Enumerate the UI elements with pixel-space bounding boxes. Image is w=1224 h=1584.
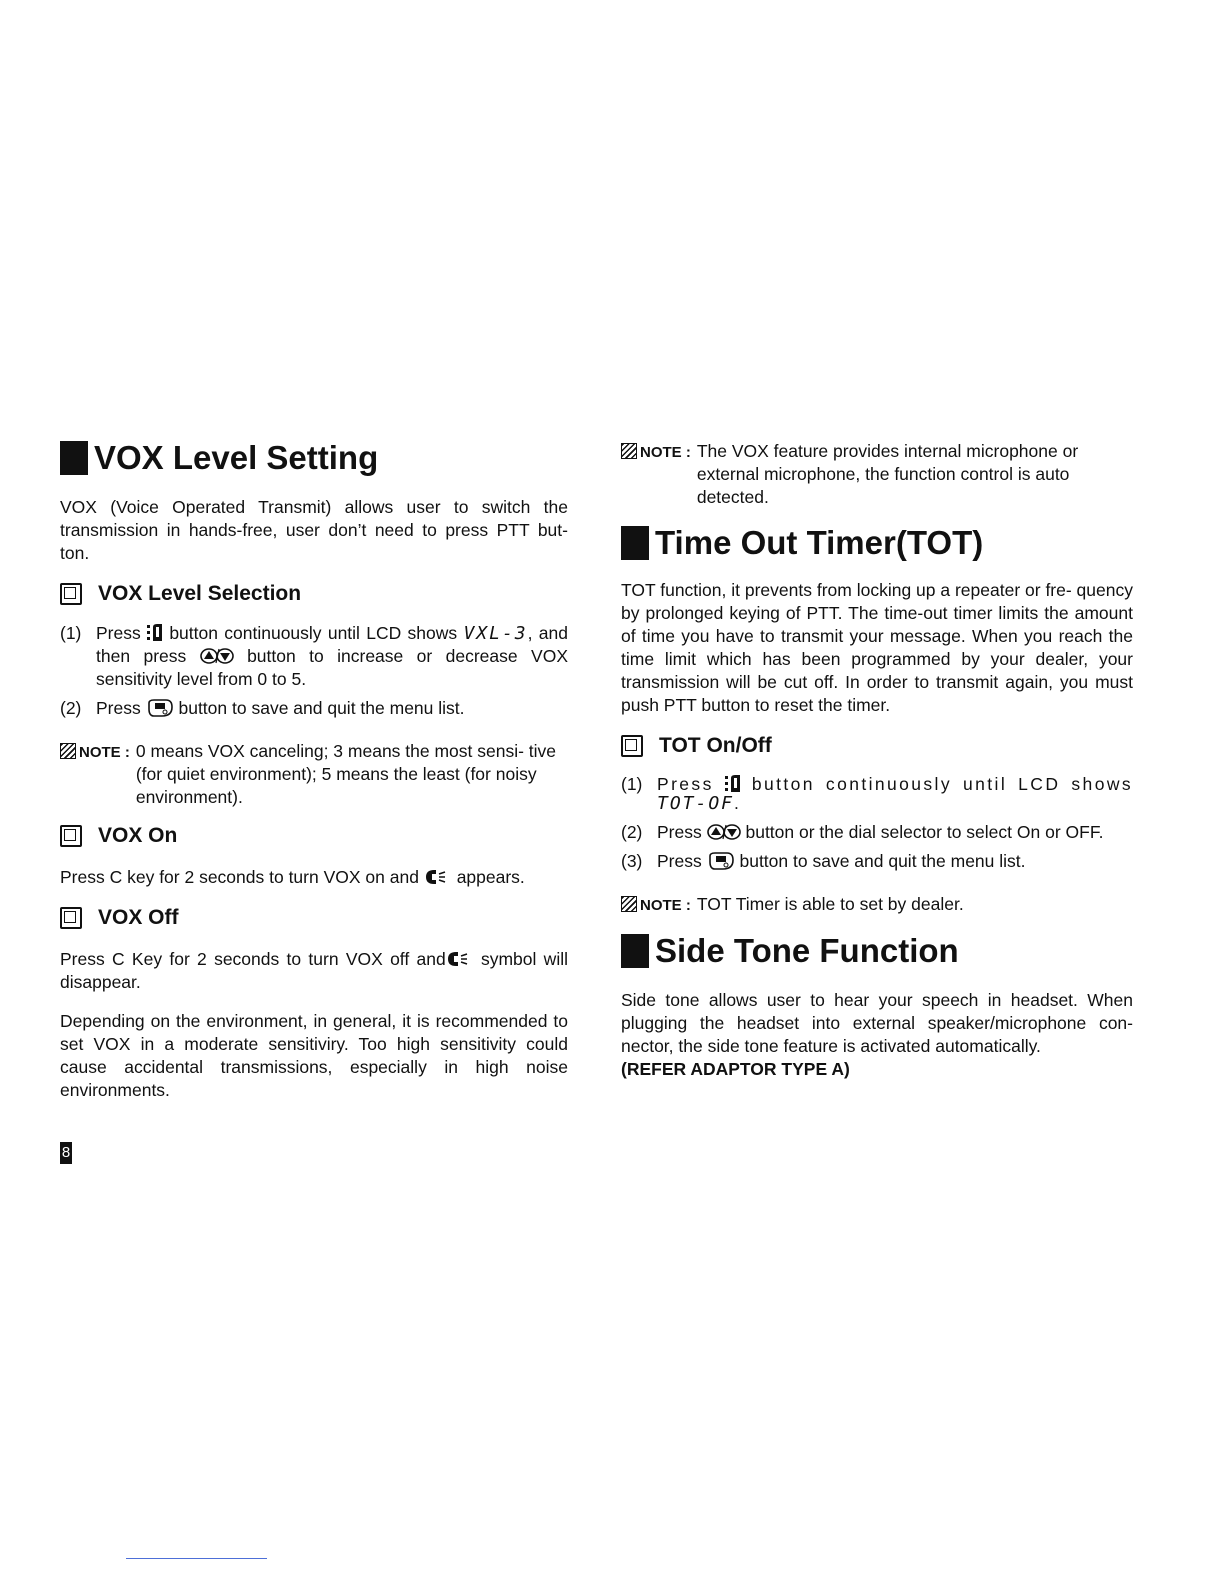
- step-text: [657, 850, 1133, 873]
- right-column: [621, 440, 1133, 1081]
- step-pre: Press: [96, 698, 141, 718]
- vox-feature-note: [621, 440, 1133, 509]
- vox-off-title: VOX Off: [98, 906, 179, 929]
- footer-line: [126, 1558, 267, 1559]
- step-number: (1): [60, 623, 82, 643]
- vox-on-post: appears.: [456, 867, 525, 887]
- step-number: (1): [621, 774, 643, 794]
- tot-onoff-title: TOT On/Off: [659, 734, 772, 757]
- up-down-arrow-icon: [707, 823, 741, 841]
- vox-level-heading: [60, 438, 568, 478]
- vox-on-text: [60, 866, 568, 889]
- tot-note: [621, 893, 1133, 917]
- tot-step-2: [621, 821, 1133, 844]
- note-label: [621, 440, 691, 509]
- vox-intro: VOX (Voice Operated Transmit) allows user to switch the transmission in hands-free, user don’t need to press PTT but- ton.: [60, 497, 568, 563]
- vox-on-title: VOX On: [98, 824, 178, 847]
- vox-off-text: [60, 948, 568, 994]
- step-indent: [621, 792, 657, 815]
- tot-step-3: [621, 850, 1133, 873]
- vox-step-1: [60, 622, 568, 691]
- step-end: .: [734, 793, 739, 813]
- lcd-display-text: TOT-OF: [657, 793, 735, 814]
- vox-off-pre: Press C Key for 2 seconds to turn VOX off and: [60, 949, 446, 969]
- note-text: TOT Timer is able to set by dealer.: [696, 894, 964, 914]
- tot-step-1-lcd: [621, 792, 1133, 815]
- heading-square-icon: [621, 526, 649, 560]
- step-text: [657, 821, 1133, 844]
- section-box-icon: [621, 735, 643, 757]
- note-label: [621, 893, 691, 917]
- step-number: (3): [621, 851, 643, 871]
- side-tone-heading: [621, 931, 1133, 971]
- step-end: button to increase or decrease VOX sensitivity level from 0 to 5.: [96, 646, 568, 689]
- monitor-button-icon: [725, 774, 741, 793]
- heading-square-icon: [621, 934, 649, 968]
- step-pre: Press: [96, 623, 141, 643]
- vox-on-heading: [60, 823, 568, 849]
- note-icon: [621, 443, 637, 459]
- section-box-icon: [60, 907, 82, 929]
- left-column: [60, 438, 568, 1102]
- step-end: button to save and quit the menu list.: [178, 698, 465, 718]
- vox-symbol-icon: [424, 868, 452, 886]
- tot-onoff-heading: [621, 733, 1133, 759]
- note-label-text: NOTE :: [640, 444, 691, 461]
- tot-intro: TOT function, it prevents from locking up a repeater or fre- quency by prolonged keying of PTT. The time-out timer limits the amount of time you have to transmit your message. When you reach the time limit which has been programmed by your dealer, your transmission will be cut off. In order to transmit again, you must push PTT button to reset the timer.: [621, 580, 1133, 715]
- up-down-arrow-icon: [200, 647, 234, 665]
- vox-on-pre: Press C key for 2 seconds to turn VOX on and: [60, 867, 419, 887]
- step-pre: Press: [657, 851, 702, 871]
- step-pre: Press: [657, 774, 714, 794]
- section-box-icon: [60, 825, 82, 847]
- note-label-text: NOTE :: [79, 744, 130, 761]
- vox-off-post: symbol will disappear.: [60, 949, 568, 992]
- step-text: [96, 697, 568, 720]
- note-text: The VOX feature provides internal microphone or external microphone, the function control is auto detected.: [696, 441, 1079, 507]
- step-text: [96, 622, 568, 691]
- step-post: , and then press: [96, 623, 568, 666]
- step-number: (2): [60, 698, 82, 718]
- side-tone-refer: (REFER ADAPTOR TYPE A): [621, 1059, 850, 1079]
- side-tone-title: Side Tone Function: [655, 932, 959, 969]
- vox-off-heading: [60, 905, 568, 931]
- step-number: (2): [621, 822, 643, 842]
- vox-level-title: VOX Level Setting: [94, 439, 379, 476]
- vox-symbol-icon: [446, 950, 474, 968]
- monitor-button-icon: [147, 623, 163, 642]
- note-label: [60, 740, 130, 809]
- step-text: [657, 792, 1133, 815]
- step-pre: Press: [657, 822, 702, 842]
- enter-button-icon: [707, 852, 735, 870]
- step-post: button to save and quit the menu list.: [739, 851, 1026, 871]
- step-mid: button continuously until LCD shows: [169, 623, 458, 643]
- note-icon: [621, 896, 637, 912]
- note-text: 0 means VOX canceling; 3 means the most sensi- tive (for quiet environment); 5 means the least (for noisy environment).: [135, 741, 557, 807]
- lcd-display-text: VXL-3: [463, 623, 528, 644]
- step-post: button or the dial selector to select On or OFF.: [745, 822, 1104, 842]
- page-number: 8: [60, 1142, 72, 1164]
- vox-note: [60, 740, 568, 809]
- tot-heading: [621, 523, 1133, 563]
- side-tone-text: Side tone allows user to hear your speech in headset. When plugging the headset into external speaker/microphone con- nector, the side tone feature is activated automatically.: [621, 990, 1133, 1056]
- note-icon: [60, 743, 76, 759]
- vox-selection-heading: [60, 581, 568, 607]
- tot-title: Time Out Timer(TOT): [655, 524, 984, 561]
- vox-closing-text: Depending on the environment, in general, it is recommended to set VOX in a moderate sensitiviry. Too high sensitivity could cause accidental transmissions, especially in high noise environments.: [60, 1011, 568, 1100]
- vox-step-2: [60, 697, 568, 720]
- section-box-icon: [60, 583, 82, 605]
- step-post: button continuously until LCD shows: [751, 774, 1134, 794]
- note-label-text: NOTE :: [640, 897, 691, 914]
- heading-square-icon: [60, 441, 88, 475]
- enter-button-icon: [146, 699, 174, 717]
- vox-selection-title: VOX Level Selection: [98, 582, 302, 605]
